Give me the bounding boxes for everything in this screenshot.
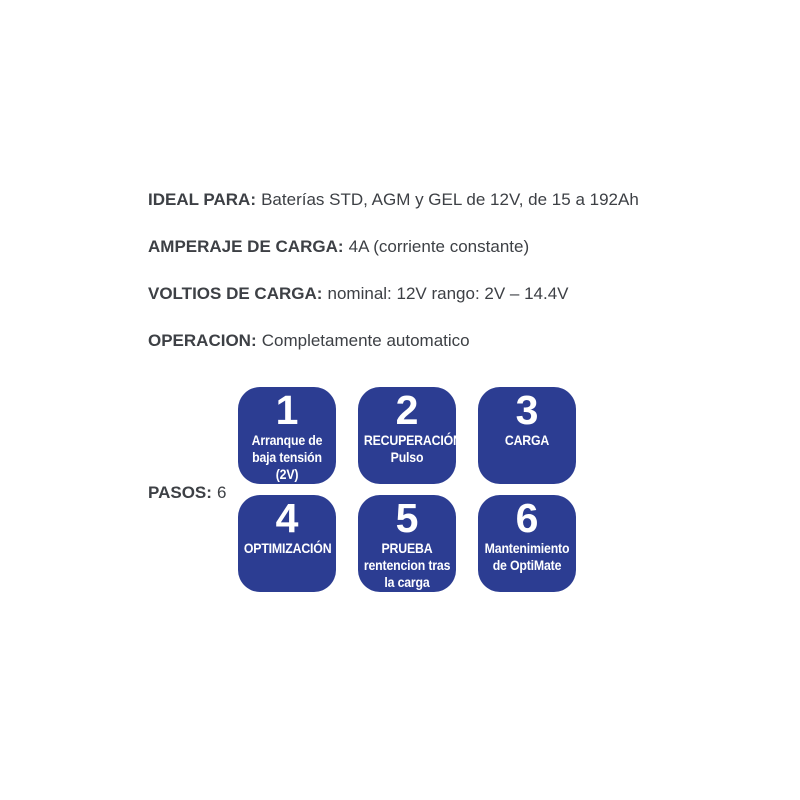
spec-value: Baterías STD, AGM y GEL de 12V, de 15 a 192Ah xyxy=(261,190,639,209)
step-label: RECUPERACIÓN Pulso xyxy=(363,432,462,465)
spec-line-amperaje xyxy=(148,236,529,257)
spec-label: VOLTIOS DE CARGA: xyxy=(148,284,323,303)
spec-line-ideal-para xyxy=(148,189,639,210)
step-label: CARGA xyxy=(504,432,550,448)
spec-label: AMPERAJE DE CARGA: xyxy=(148,237,344,256)
step-tile-5 xyxy=(358,495,456,592)
spec-value: nominal: 12V rango: 2V – 14.4V xyxy=(327,284,569,303)
steps-count: 6 xyxy=(217,483,227,502)
spec-line-voltios xyxy=(148,283,569,304)
spec-label: OPERACION: xyxy=(148,331,257,350)
step-number: 3 xyxy=(515,387,539,433)
spec-label: IDEAL PARA: xyxy=(148,190,256,209)
step-tile-4 xyxy=(238,495,336,592)
spec-label: PASOS: xyxy=(148,483,212,502)
step-label: Arranque de baja tensión (2V) xyxy=(251,432,323,482)
step-tile-1 xyxy=(238,387,336,484)
steps-grid xyxy=(238,387,576,592)
step-number: 4 xyxy=(275,495,299,541)
spec-line-pasos xyxy=(148,482,226,503)
spec-line-operacion xyxy=(148,330,470,351)
step-number: 6 xyxy=(515,495,539,541)
step-tile-6 xyxy=(478,495,576,592)
step-number: 1 xyxy=(275,387,299,433)
step-label: OPTIMIZACIÓN xyxy=(243,540,332,556)
step-tile-3 xyxy=(478,387,576,484)
step-number: 5 xyxy=(395,495,419,541)
step-tile-2 xyxy=(358,387,462,484)
step-number: 2 xyxy=(395,387,419,433)
spec-value: 4A (corriente constante) xyxy=(348,237,530,256)
step-label: Mantenimiento de OptiMate xyxy=(484,540,570,573)
step-label: PRUEBA rentencion tras la carga xyxy=(363,540,451,590)
spec-value: Completamente automatico xyxy=(261,331,470,350)
